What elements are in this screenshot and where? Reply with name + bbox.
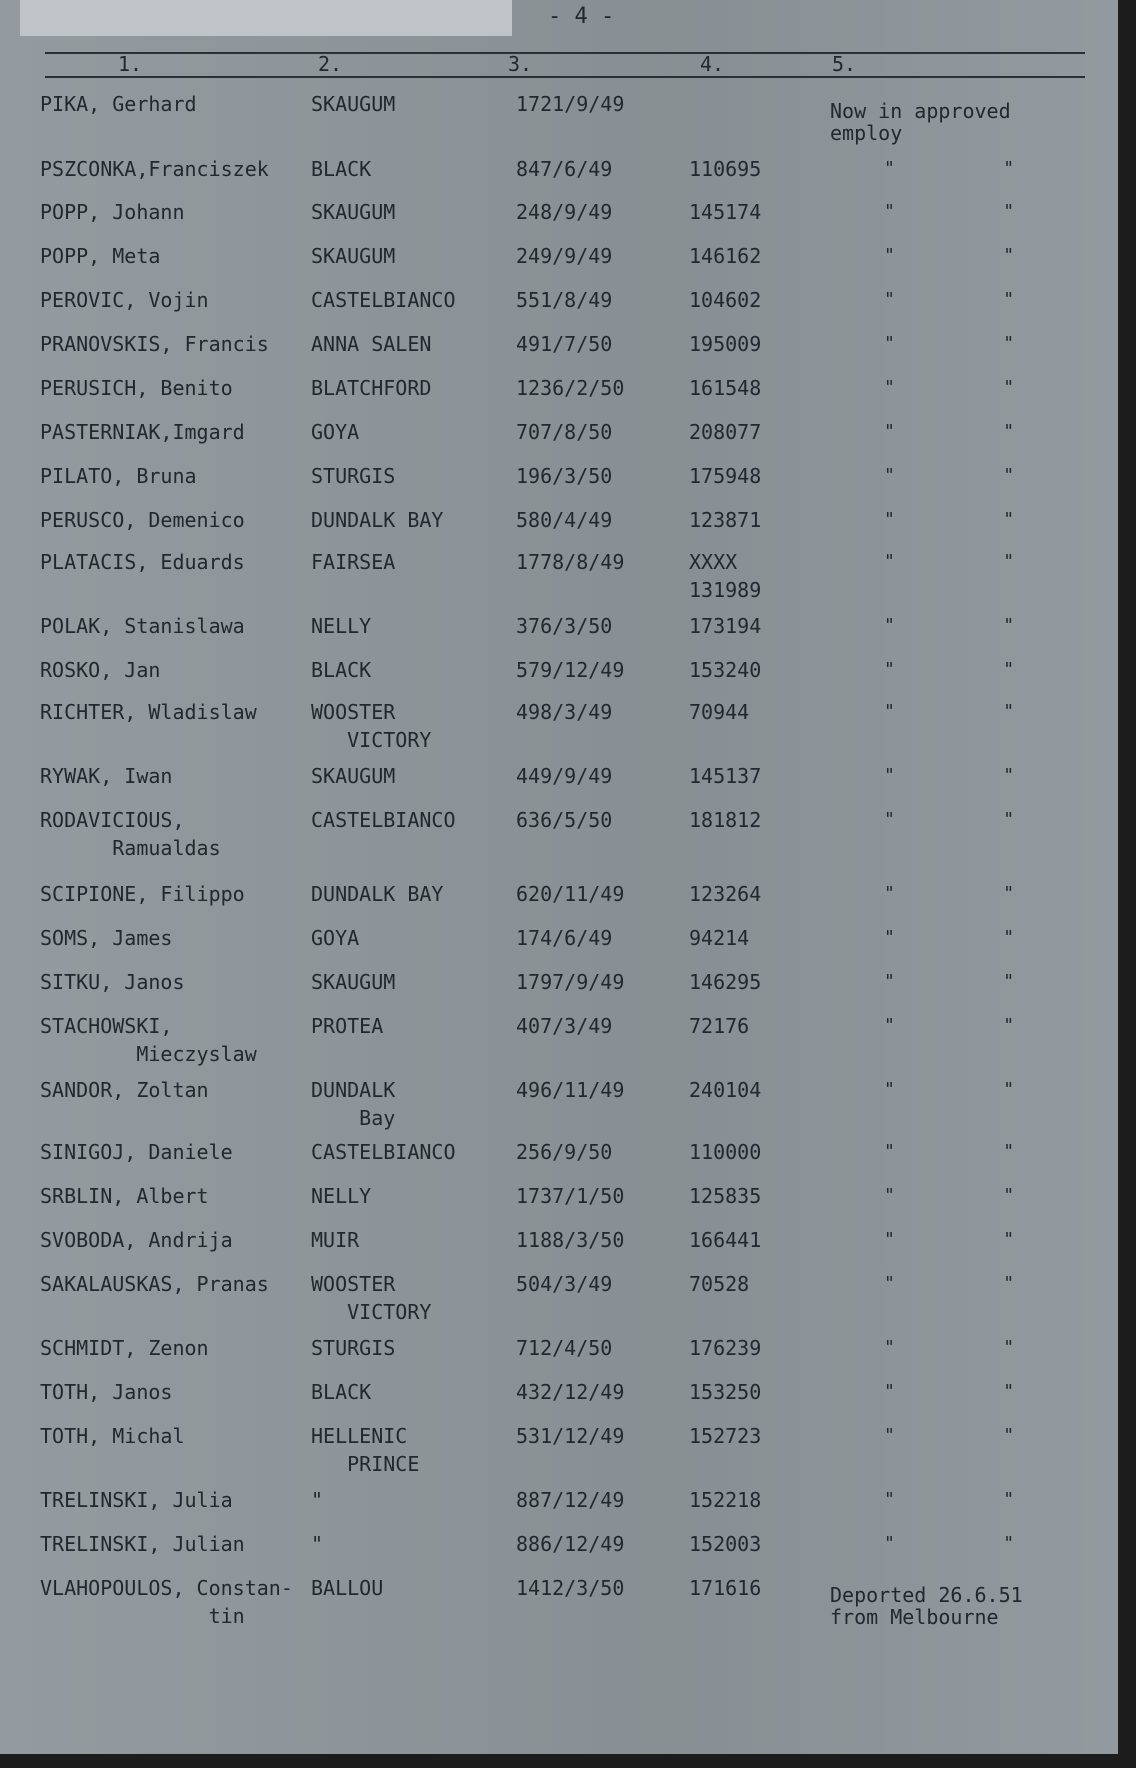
status-text: " " bbox=[884, 927, 1015, 948]
registration-number: 123264 bbox=[689, 882, 762, 906]
person-name: SOMS, James bbox=[40, 926, 173, 950]
ship-name: CASTELBIANCO bbox=[311, 808, 456, 832]
registration-number: 70528 bbox=[689, 1272, 750, 1296]
reference-number: 579/12/49 bbox=[516, 658, 625, 682]
status-text: " " bbox=[884, 765, 1015, 786]
status-text: " " bbox=[884, 1489, 1015, 1510]
ship-name: BLACK bbox=[311, 157, 372, 181]
status-text: " " bbox=[884, 659, 1015, 680]
person-name: PERUSCO, Demenico bbox=[40, 508, 245, 532]
reference-number: 449/9/49 bbox=[516, 764, 613, 788]
ship-name: ANNA SALEN bbox=[311, 332, 432, 356]
status-text: " " bbox=[884, 1015, 1015, 1036]
registration-number: 104602 bbox=[689, 288, 762, 312]
status-text: " " bbox=[884, 971, 1015, 992]
status-text: " " bbox=[884, 1381, 1015, 1402]
status-text: " " bbox=[884, 1185, 1015, 1206]
reference-number: 407/3/49 bbox=[516, 1014, 613, 1038]
person-name: TOTH, Janos bbox=[40, 1380, 173, 1404]
status-text: " " bbox=[884, 809, 1015, 830]
status-text: " " bbox=[884, 421, 1015, 442]
column-header-5: 5. bbox=[832, 52, 857, 76]
ship-name: GOYA bbox=[311, 926, 360, 950]
status-text: " " bbox=[884, 377, 1015, 398]
reference-number: 196/3/50 bbox=[516, 464, 613, 488]
status-text: " " bbox=[884, 245, 1015, 266]
person-name: PIKA, Gerhard bbox=[40, 92, 197, 116]
reference-number: 504/3/49 bbox=[516, 1272, 613, 1296]
person-name: TOTH, Michal bbox=[40, 1424, 185, 1448]
reference-number: 531/12/49 bbox=[516, 1424, 625, 1448]
registration-number: 152218 bbox=[689, 1488, 762, 1512]
ship-name: DUNDALK BAY bbox=[311, 882, 444, 906]
ship-name: WOOSTER VICTORY bbox=[311, 1272, 432, 1324]
paper-fragment bbox=[20, 0, 512, 36]
column-header-3: 3. bbox=[508, 52, 533, 76]
reference-number: 1778/8/49 bbox=[516, 550, 625, 574]
registration-number: 161548 bbox=[689, 376, 762, 400]
status-text: " " bbox=[884, 333, 1015, 354]
ship-name: " bbox=[311, 1532, 324, 1556]
column-header-2: 2. bbox=[318, 52, 343, 76]
status-text: " " bbox=[884, 1533, 1015, 1554]
reference-number: 580/4/49 bbox=[516, 508, 613, 532]
registration-number: XXXX 131989 bbox=[689, 550, 762, 602]
reference-number: 432/12/49 bbox=[516, 1380, 625, 1404]
header-rule-bottom bbox=[45, 76, 1085, 78]
registration-number: 123871 bbox=[689, 508, 762, 532]
status-text: " " bbox=[884, 289, 1015, 310]
reference-number: 551/8/49 bbox=[516, 288, 613, 312]
reference-number: 1236/2/50 bbox=[516, 376, 625, 400]
column-header-4: 4. bbox=[700, 52, 725, 76]
person-name: PLATACIS, Eduards bbox=[40, 550, 245, 574]
status-text: " " bbox=[884, 465, 1015, 486]
ship-name: NELLY bbox=[311, 614, 372, 638]
ship-name: PROTEA bbox=[311, 1014, 384, 1038]
ship-name: DUNDALK BAY bbox=[311, 508, 444, 532]
status-text: " " bbox=[884, 1229, 1015, 1250]
person-name: SVOBODA, Andrija bbox=[40, 1228, 233, 1252]
ship-name: BLACK bbox=[311, 1380, 372, 1404]
reference-number: 620/11/49 bbox=[516, 882, 625, 906]
registration-number: 195009 bbox=[689, 332, 762, 356]
ship-name: STURGIS bbox=[311, 464, 396, 488]
registration-number: 173194 bbox=[689, 614, 762, 638]
reference-number: 1721/9/49 bbox=[516, 92, 625, 116]
person-name: SRBLIN, Albert bbox=[40, 1184, 209, 1208]
status-text: " " bbox=[884, 1079, 1015, 1100]
person-name: RICHTER, Wladislaw bbox=[40, 700, 257, 724]
person-name: PEROVIC, Vojin bbox=[40, 288, 209, 312]
status-text: Deported 26.6.51 from Melbourne bbox=[830, 1583, 1023, 1629]
reference-number: 1797/9/49 bbox=[516, 970, 625, 994]
ship-name: CASTELBIANCO bbox=[311, 1140, 456, 1164]
column-header-1: 1. bbox=[118, 52, 143, 76]
registration-number: 175948 bbox=[689, 464, 762, 488]
reference-number: 1412/3/50 bbox=[516, 1576, 625, 1600]
ship-name: " bbox=[311, 1488, 324, 1512]
registration-number: 94214 bbox=[689, 926, 750, 950]
status-text: " " bbox=[884, 883, 1015, 904]
registration-number: 146295 bbox=[689, 970, 762, 994]
ship-name: SKAUGUM bbox=[311, 970, 396, 994]
person-name: SITKU, Janos bbox=[40, 970, 185, 994]
person-name: SAKALAUSKAS, Pranas bbox=[40, 1272, 269, 1296]
person-name: PASTERNIAK,Imgard bbox=[40, 420, 245, 444]
person-name: SINIGOJ, Daniele bbox=[40, 1140, 233, 1164]
status-text: " " bbox=[884, 1425, 1015, 1446]
ship-name: HELLENIC PRINCE bbox=[311, 1424, 420, 1476]
person-name: TRELINSKI, Julia bbox=[40, 1488, 233, 1512]
registration-number: 153250 bbox=[689, 1380, 762, 1404]
registration-number: 166441 bbox=[689, 1228, 762, 1252]
reference-number: 712/4/50 bbox=[516, 1336, 613, 1360]
status-text: " " bbox=[884, 1141, 1015, 1162]
reference-number: 248/9/49 bbox=[516, 200, 613, 224]
person-name: POLAK, Stanislawa bbox=[40, 614, 245, 638]
reference-number: 887/12/49 bbox=[516, 1488, 625, 1512]
person-name: STACHOWSKI, Mieczyslaw bbox=[40, 1014, 257, 1066]
status-text: " " bbox=[884, 615, 1015, 636]
reference-number: 1737/1/50 bbox=[516, 1184, 625, 1208]
ship-name: DUNDALK Bay bbox=[311, 1078, 396, 1130]
person-name: SANDOR, Zoltan bbox=[40, 1078, 209, 1102]
registration-number: 110695 bbox=[689, 157, 762, 181]
ship-name: MUIR bbox=[311, 1228, 360, 1252]
registration-number: 70944 bbox=[689, 700, 750, 724]
registration-number: 125835 bbox=[689, 1184, 762, 1208]
person-name: RODAVICIOUS, Ramualdas bbox=[40, 808, 221, 860]
person-name: SCHMIDT, Zenon bbox=[40, 1336, 209, 1360]
person-name: PILATO, Bruna bbox=[40, 464, 197, 488]
person-name: VLAHOPOULOS, Constan- tin bbox=[40, 1576, 293, 1628]
ship-name: BALLOU bbox=[311, 1576, 384, 1600]
person-name: PERUSICH, Benito bbox=[40, 376, 233, 400]
scan-edge-bottom bbox=[0, 1754, 1136, 1768]
person-name: ROSKO, Jan bbox=[40, 658, 161, 682]
status-text: " " bbox=[884, 701, 1015, 722]
ship-name: FAIRSEA bbox=[311, 550, 396, 574]
status-text: " " bbox=[884, 201, 1015, 222]
person-name: SCIPIONE, Filippo bbox=[40, 882, 245, 906]
ship-name: BLATCHFORD bbox=[311, 376, 432, 400]
header-rule-top bbox=[45, 52, 1085, 54]
ship-name: SKAUGUM bbox=[311, 92, 396, 116]
status-text: " " bbox=[884, 1273, 1015, 1294]
person-name: POPP, Johann bbox=[40, 200, 185, 224]
person-name: PSZCONKA,Franciszek bbox=[40, 157, 269, 181]
ship-name: GOYA bbox=[311, 420, 360, 444]
reference-number: 249/9/49 bbox=[516, 244, 613, 268]
ship-name: BLACK bbox=[311, 658, 372, 682]
status-text: " " bbox=[884, 1337, 1015, 1358]
registration-number: 152723 bbox=[689, 1424, 762, 1448]
status-text: " " bbox=[884, 509, 1015, 530]
reference-number: 376/3/50 bbox=[516, 614, 613, 638]
registration-number: 208077 bbox=[689, 420, 762, 444]
person-name: PRANOVSKIS, Francis bbox=[40, 332, 269, 356]
ship-name: SKAUGUM bbox=[311, 764, 396, 788]
ship-name: NELLY bbox=[311, 1184, 372, 1208]
ship-name: WOOSTER VICTORY bbox=[311, 700, 432, 752]
reference-number: 1188/3/50 bbox=[516, 1228, 625, 1252]
status-text: " " bbox=[884, 551, 1015, 572]
reference-number: 496/11/49 bbox=[516, 1078, 625, 1102]
scan-edge-right bbox=[1118, 0, 1136, 1768]
person-name: RYWAK, Iwan bbox=[40, 764, 173, 788]
registration-number: 176239 bbox=[689, 1336, 762, 1360]
registration-number: 110000 bbox=[689, 1140, 762, 1164]
registration-number: 240104 bbox=[689, 1078, 762, 1102]
person-name: TRELINSKI, Julian bbox=[40, 1532, 245, 1556]
registration-number: 181812 bbox=[689, 808, 762, 832]
reference-number: 498/3/49 bbox=[516, 700, 613, 724]
ship-name: STURGIS bbox=[311, 1336, 396, 1360]
registration-number: 152003 bbox=[689, 1532, 762, 1556]
registration-number: 72176 bbox=[689, 1014, 750, 1038]
reference-number: 707/8/50 bbox=[516, 420, 613, 444]
status-text: " " bbox=[884, 158, 1015, 179]
ship-name: CASTELBIANCO bbox=[311, 288, 456, 312]
registration-number: 145137 bbox=[689, 764, 762, 788]
registration-number: 146162 bbox=[689, 244, 762, 268]
registration-number: 153240 bbox=[689, 658, 762, 682]
status-text: Now in approved employ bbox=[830, 99, 1011, 145]
reference-number: 636/5/50 bbox=[516, 808, 613, 832]
page-number: - 4 - bbox=[548, 4, 615, 29]
ship-name: SKAUGUM bbox=[311, 200, 396, 224]
reference-number: 491/7/50 bbox=[516, 332, 613, 356]
registration-number: 145174 bbox=[689, 200, 762, 224]
registration-number: 171616 bbox=[689, 1576, 762, 1600]
person-name: POPP, Meta bbox=[40, 244, 161, 268]
reference-number: 847/6/49 bbox=[516, 157, 613, 181]
ship-name: SKAUGUM bbox=[311, 244, 396, 268]
reference-number: 256/9/50 bbox=[516, 1140, 613, 1164]
reference-number: 174/6/49 bbox=[516, 926, 613, 950]
reference-number: 886/12/49 bbox=[516, 1532, 625, 1556]
